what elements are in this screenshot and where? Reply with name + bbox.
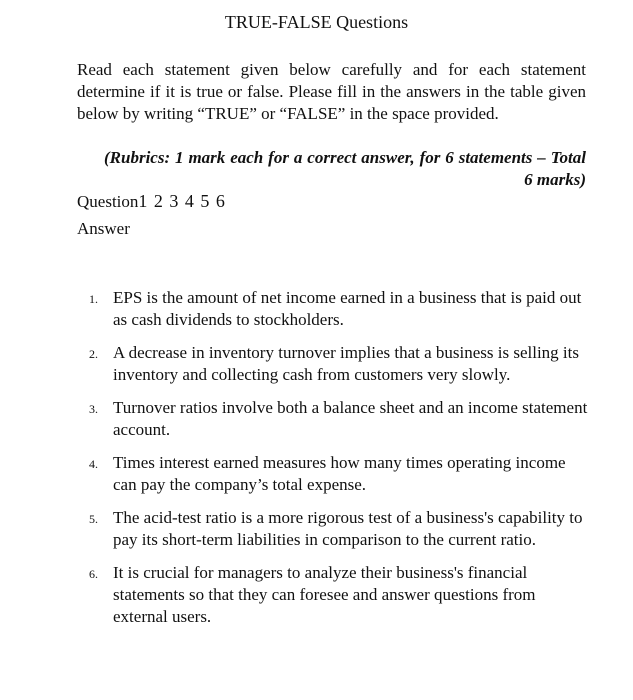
statement-text: A decrease in inventory turnover implies that a business is selling its inventory and collecting cash from customers very slowly. [113, 343, 579, 384]
statement-text: EPS is the amount of net income earned in a business that is paid out as cash dividends to stockholders. [113, 288, 582, 329]
statement-item [89, 342, 589, 386]
statement-text: Turnover ratios involve both a balance sheet and an income statement account. [113, 398, 588, 439]
statement-number: 1 . [89, 288, 98, 310]
question-label: Question [77, 192, 139, 211]
statement-text: Times interest earned measures how many times operating income can pay the company’s total expense. [113, 453, 566, 494]
question-row [77, 191, 226, 212]
statement-item [89, 287, 589, 331]
statement-number: 3 . [89, 398, 98, 420]
statement-item [89, 397, 589, 441]
statement-item [89, 452, 589, 496]
statement-text: The acid-test ratio is a more rigorous test of a business's capability to pay its short-term liabilities in comparison to the current ratio. [113, 508, 583, 549]
statement-list [89, 287, 589, 639]
statement-number: 6 . [89, 563, 98, 585]
statement-number: 2 . [89, 343, 98, 365]
answer-row [77, 219, 130, 239]
statement-item [89, 562, 589, 628]
question-numbers: 1 2 3 4 5 6 [138, 191, 226, 211]
statement-number: 5 . [89, 508, 98, 530]
instructions-paragraph: Read each statement given below carefully and for each statement determine if it is true or false. Please fill in the answers in the table given below by writing “TRUE” or “FALSE” in the space provided. [77, 60, 586, 123]
statement-text: It is crucial for managers to analyze their business's financial statements so that they can foresee and answer questions from external users. [113, 563, 536, 626]
rubrics-note: (Rubrics: 1 mark each for a correct answer, for 6 statements – Total 6 marks) [104, 148, 586, 189]
statement-item [89, 507, 589, 551]
statement-number: 4 . [89, 453, 98, 475]
page-title: TRUE-FALSE Questions [224, 12, 409, 32]
answer-label: Answer [77, 219, 130, 238]
